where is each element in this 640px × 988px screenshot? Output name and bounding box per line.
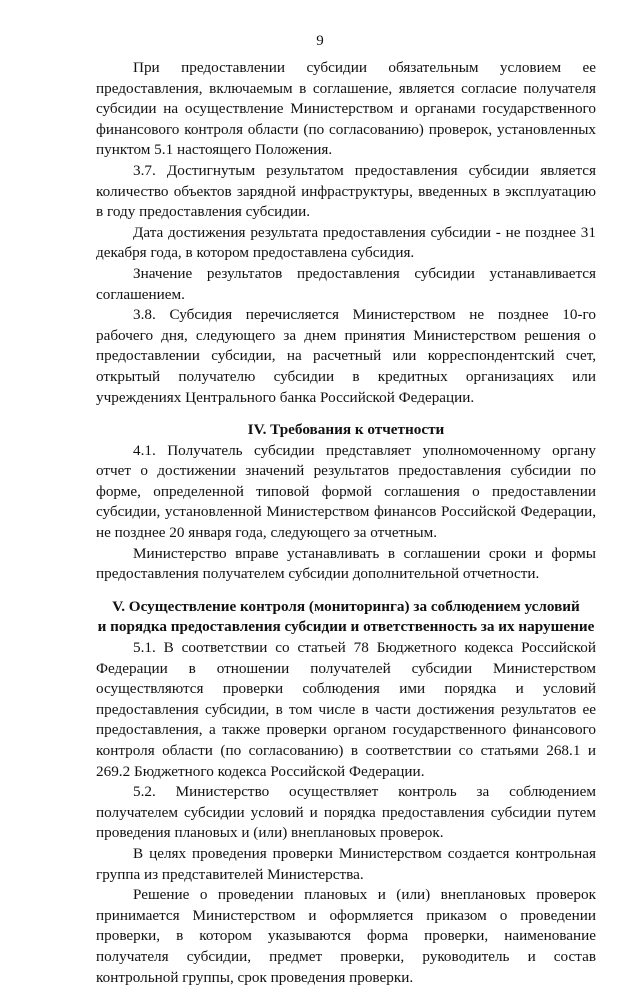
paragraph-3-7: 3.7. Достигнутым результатом предоставления субсидии является количество объектов зарядной инфраструктуры, введенных в эксплуатацию в году предоставления субсидии. xyxy=(96,161,596,221)
paragraph-4-1: 4.1. Получатель субсидии представляет уполномоченному органу отчет о достижении значений результатов предоставления субсидии по форме, определенной типовой формой соглашения о предоставлении субсидии, установленной Министерством финансов Российской Федерации, не позднее 20 января года, следующего за отчетным. xyxy=(96,441,596,542)
section-v-heading xyxy=(96,597,596,638)
paragraph-5-1: 5.1. В соответствии со статьей 78 Бюджетного кодекса Российской Федерации в отношении получателей субсидии Министерством осуществляются проверки соблюдения ими порядка и условий предоставления субсидии, в том числе в части достижения результатов ее предоставления, а также проверки органом государственного финансового контроля области (по согласованию) в соответствии со статьями 268.1 и 269.2 Бюджетного кодекса Российской Федерации. xyxy=(96,639,596,780)
page-number: 9 xyxy=(316,33,324,49)
paragraph: Министерство вправе устанавливать в соглашении сроки и формы предоставления получателем субсидии дополнительной отчетности. xyxy=(96,544,596,583)
section-v-heading-line2: и порядка предоставления субсидии и ответственность за их нарушение xyxy=(97,618,595,636)
paragraph: Дата достижения результата предоставления субсидии - не позднее 31 декабря года, в котором предоставлена субсидия. xyxy=(96,223,596,262)
section-iv-heading: IV. Требования к отчетности xyxy=(247,421,445,439)
paragraph: В целях проведения проверки Министерством создается контрольная группа из представителей Министерства. xyxy=(96,844,596,883)
paragraph: Значение результатов предоставления субсидии устанавливается соглашением. xyxy=(96,264,596,303)
paragraph: При предоставлении субсидии обязательным условием ее предоставления, включаемым в соглашение, является согласие получателя субсидии на осуществление Министерством и органами государственного финансового контроля области (по согласованию) проверок, установленных пунктом 5.1 настоящего Положения. xyxy=(96,59,596,159)
paragraph-5-2: 5.2. Министерство осуществляет контроль за соблюдением получателем субсидии условий и порядка предоставления субсидии путем проведения плановых и (или) внеплановых проверок. xyxy=(96,783,596,842)
paragraph: Решение о проведении плановых и (или) внеплановых проверок принимается Министерством и оформляется приказом о проведении проверки, в котором указываются форма проверки, наименование получателя субсидии, предмет проверки, руководитель и состав контрольной группы, срок проведения проверки. xyxy=(96,886,596,986)
section-v-heading-line1: V. Осуществление контроля (мониторинга) за соблюдением условий xyxy=(112,597,580,615)
document-body xyxy=(96,58,596,988)
paragraph-3-8: 3.8. Субсидия перечисляется Министерством не позднее 10-го рабочего дня, следующего за днем принятия Министерством решения о предоставлении субсидии, на расчетный или корреспондентский счет, открытый получателю субсидии в кредитных организациях или учреждениях Центрального банка Российской Федерации. xyxy=(96,306,596,406)
